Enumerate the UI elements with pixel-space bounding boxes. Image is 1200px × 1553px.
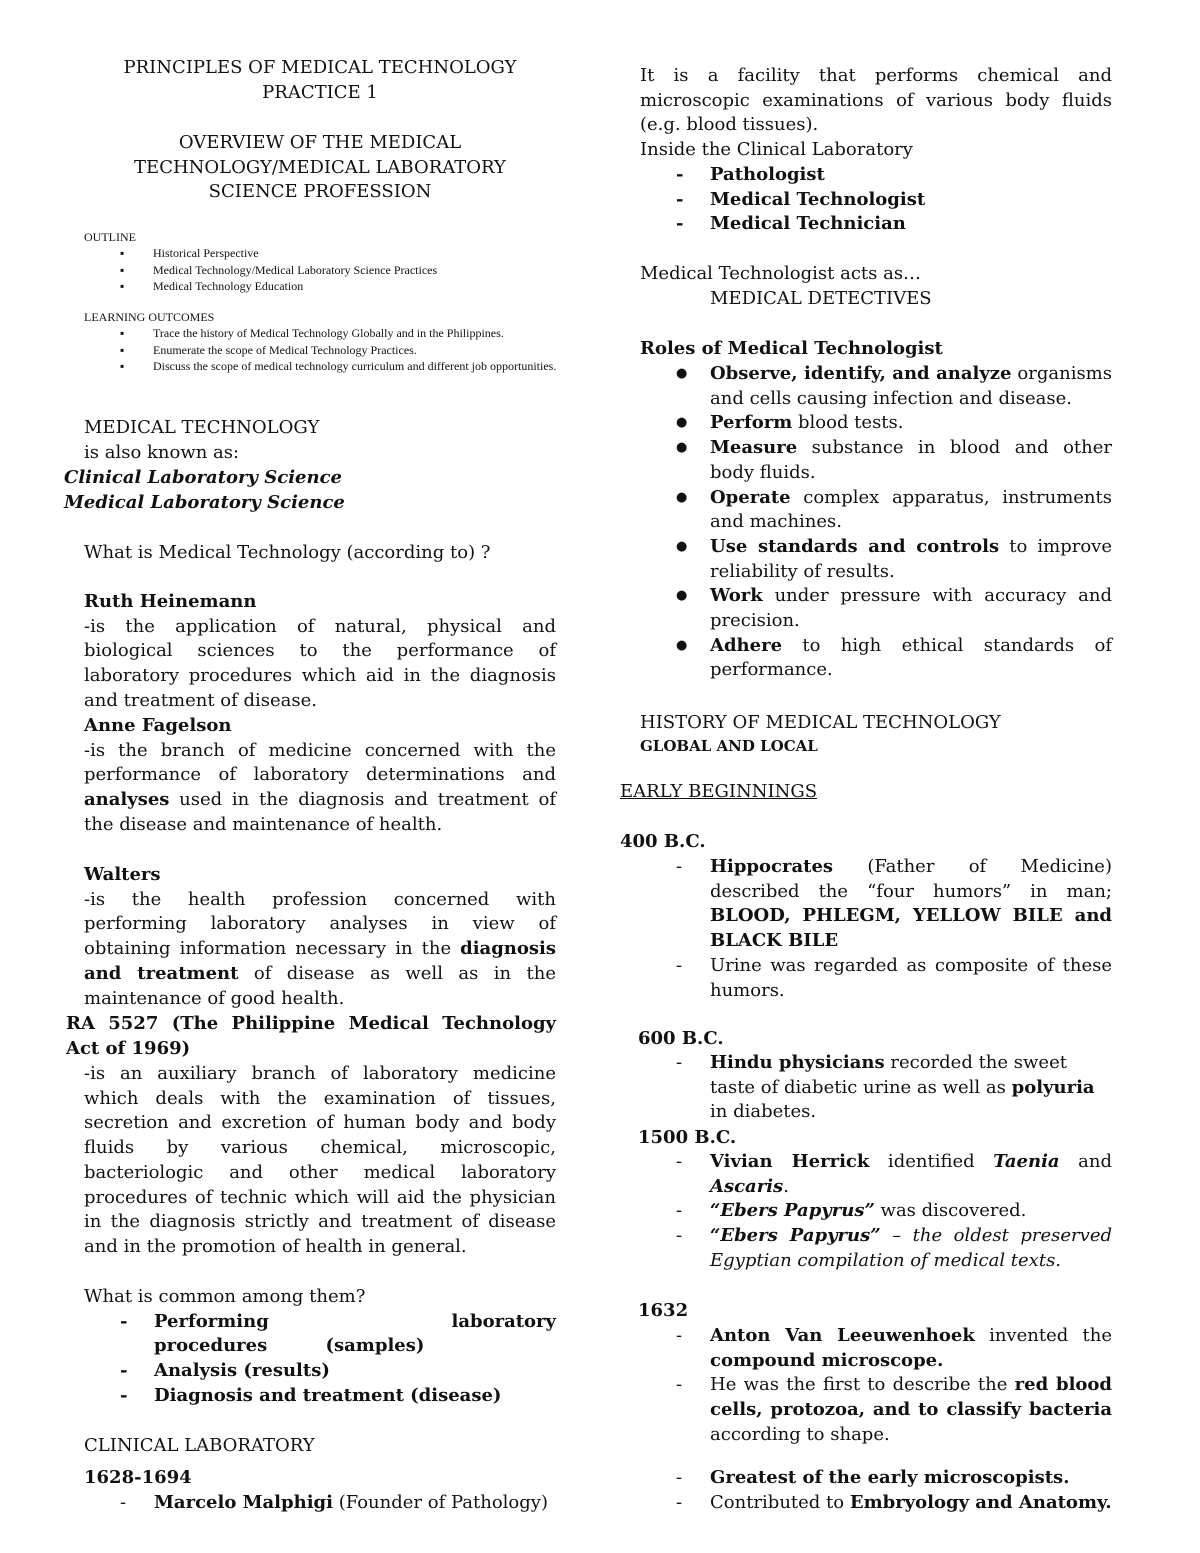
overview-line: TECHNOLOGY/MEDICAL LABORATORY — [134, 156, 506, 178]
year-400bc: 400 B.C. — [620, 831, 706, 852]
overview-line: SCIENCE PROFESSION — [208, 181, 432, 203]
common-list — [154, 1310, 556, 1409]
clinical-lab-list — [154, 1491, 556, 1516]
overview-heading — [62, 131, 578, 205]
ra5527-text: -is an auxiliary branch of laboratory medicine which deals with the examination of tissues, secretion and excretion of human body and body fluids by various chemical, microscopic, bacteriologic and other medical laboratory procedures of technic which will aid the physician in the diagnosis strictly and treatment of disease and in the promotion of health in general. — [84, 1063, 556, 1257]
history-heading: HISTORY OF MEDICAL TECHNOLOGY — [640, 712, 1001, 733]
list-item: ▪ Trace the history of Medical Technology Globally and in the Philippines. — [153, 325, 562, 341]
history-subheading: GLOBAL AND LOCAL — [640, 737, 818, 755]
list-item: - Anton Van Leeuwenhoek invented the compound microscope. — [710, 1324, 1112, 1373]
list-400bc — [710, 855, 1112, 1003]
medtech-heading: MEDICAL TECHNOLOGY — [84, 417, 320, 438]
doc-title — [62, 56, 578, 105]
early-beginnings-heading: EARLY BEGINNINGS — [620, 781, 818, 802]
learning-outcomes-label: LEARNING OUTCOMES — [84, 310, 215, 324]
definition-author: Anne Fagelson — [84, 715, 232, 736]
inside-lab-label: Inside the Clinical Laboratory — [640, 139, 913, 160]
definition-heinemann — [84, 590, 556, 714]
medtech-aka: is also known as: — [84, 442, 240, 463]
ra5527-heading: RA 5527 (The Philippine Medical Technology Act of 1969) — [66, 1013, 556, 1059]
list-item: - Pathologist — [710, 163, 1112, 188]
medtech-question: What is Medical Technology (according to) ? — [84, 542, 491, 563]
list-item: - He was the first to describe the red blood cells, protozoa, and to classify bacteria according to shape. — [710, 1373, 1112, 1447]
list-item: - Vivian Herrick identified Taenia and Ascaris. — [710, 1150, 1112, 1199]
facility-text: It is a facility that performs chemical and microscopic examinations of various body fluids (e.g. blood tissues). — [640, 65, 1112, 136]
definition-walters — [84, 863, 556, 1011]
definition-text: -is the health profession concerned with performing laboratory analyses in view of obtaining information necessary in the diagnosis and treatment of disease as well as in the maintenance of good health. — [84, 888, 556, 1009]
list-item: - Medical Technician — [710, 212, 1112, 237]
list-item: ▪ Medical Technology Education — [153, 278, 564, 294]
inside-lab-list — [710, 163, 1112, 237]
list-1632 — [710, 1324, 1112, 1448]
definition-fagelson — [84, 714, 556, 838]
list-item: ● Use standards and controls to improve reliability of results. — [710, 535, 1112, 584]
title-line: PRACTICE 1 — [262, 81, 378, 103]
list-item: ● Perform blood tests. — [710, 411, 1112, 436]
list-item: - Hippocrates (Father of Medicine) described the “four humors” in man; BLOOD, PHLEGM, YELLOW BILE and BLACK BILE — [710, 855, 1112, 954]
list-item: - Medical Technologist — [710, 188, 1112, 213]
list-600bc — [710, 1051, 1112, 1125]
list-item: ● Adhere to high ethical standards of performance. — [710, 634, 1112, 683]
definition-author: Ruth Heinemann — [84, 591, 257, 612]
list-item: - Hindu physicians recorded the sweet taste of diabetic urine as well as polyuria in diabetes. — [710, 1051, 1112, 1125]
list-item: ● Measure substance in blood and other body fluids. — [710, 436, 1112, 485]
list-item: ● Observe, identify, and analyze organisms and cells causing infection and disease. — [710, 362, 1112, 411]
medtech-alt-names: Clinical Laboratory Science Medical Laboratory Science — [64, 467, 345, 513]
definition-text: -is the application of natural, physical and biological sciences to the performance of laboratory procedures which aid in the diagnosis and treatment of disease. — [84, 615, 556, 711]
list-item: - Performing laboratory procedures (samples) — [154, 1310, 556, 1359]
list-item: ● Work under pressure with accuracy and precision. — [710, 584, 1112, 633]
medical-detectives: MEDICAL DETECTIVES — [710, 288, 932, 309]
learning-outcomes-section — [84, 309, 562, 375]
roles-heading: Roles of Medical Technologist — [640, 338, 943, 359]
list-item: - Contributed to Embryology and Anatomy. — [710, 1491, 1112, 1516]
list-item: - “Ebers Papyrus” – the oldest preserved Egyptian compilation of medical texts. — [710, 1224, 1112, 1273]
common-section — [84, 1285, 556, 1409]
list-item: - Greatest of the early microscopists. — [710, 1466, 1112, 1491]
list-1500bc — [710, 1150, 1112, 1274]
year-1632: 1632 — [638, 1300, 689, 1321]
clinical-lab-year: 1628-1694 — [84, 1467, 192, 1488]
clinical-lab-heading: CLINICAL LABORATORY — [84, 1435, 315, 1456]
common-question: What is common among them? — [84, 1286, 366, 1307]
list-item: ▪ Medical Technology/Medical Laboratory Science Practices — [153, 262, 564, 278]
year-1500bc: 1500 B.C. — [638, 1127, 737, 1148]
list-item: - Analysis (results) — [154, 1359, 556, 1384]
list-item: ▪ Discuss the scope of medical technology curriculum and different job opportunities. — [153, 358, 562, 374]
list-item: - Marcelo Malphigi (Founder of Pathology) — [154, 1491, 556, 1516]
title-line: PRINCIPLES OF MEDICAL TECHNOLOGY — [123, 57, 517, 78]
overview-line: OVERVIEW OF THE MEDICAL — [178, 132, 462, 153]
outline-list — [153, 245, 564, 294]
roles-list — [710, 362, 1112, 683]
list-item: - Diagnosis and treatment (disease) — [154, 1384, 556, 1409]
outline-label: OUTLINE — [84, 230, 136, 244]
list-item: ▪ Enumerate the scope of Medical Technology Practices. — [153, 342, 562, 358]
outline-section — [84, 229, 564, 295]
definition-author: Walters — [84, 864, 161, 885]
list-1632-continued — [710, 1466, 1112, 1515]
list-item: - Urine was regarded as composite of these humors. — [710, 954, 1112, 1003]
year-600bc: 600 B.C. — [638, 1028, 724, 1049]
definition-text: -is the branch of medicine concerned with the performance of laboratory determinations and analyses used in the diagnosis and treatment of the disease and maintenance of health. — [84, 739, 556, 835]
list-item: ● Operate complex apparatus, instruments and machines. — [710, 486, 1112, 535]
learning-outcomes-list — [153, 325, 562, 374]
list-item: ▪ Historical Perspective — [153, 245, 564, 261]
list-item: - “Ebers Papyrus” was discovered. — [710, 1199, 1112, 1224]
acts-as: Medical Technologist acts as… — [640, 263, 922, 284]
